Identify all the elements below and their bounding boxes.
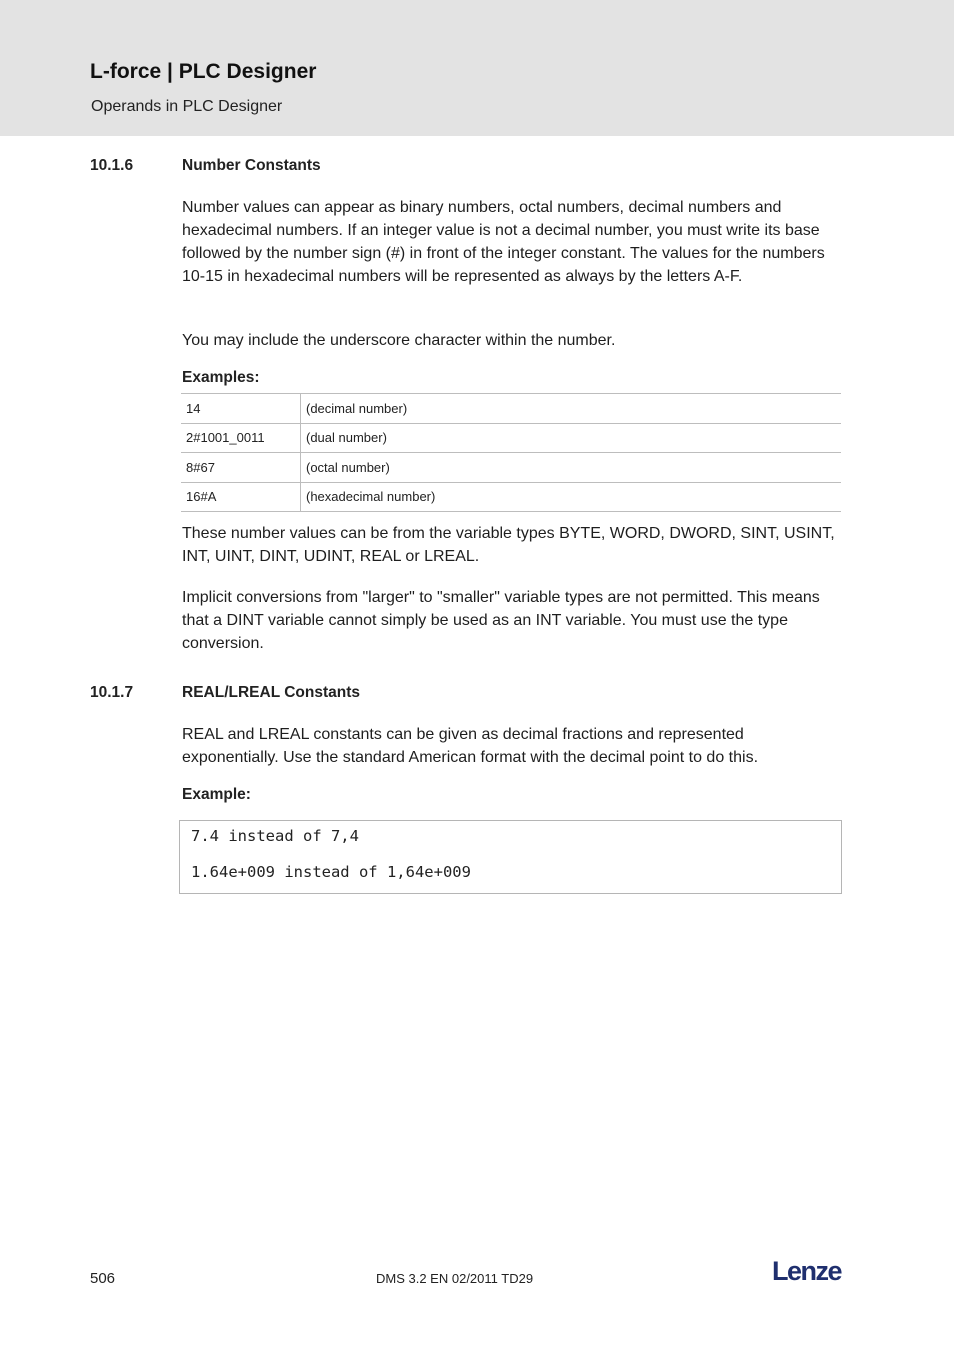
- table-row: [181, 482, 841, 512]
- section-title: Number Constants: [182, 157, 321, 174]
- table-cell-description: (decimal number): [301, 394, 842, 424]
- section-title: REAL/LREAL Constants: [182, 684, 360, 701]
- table-cell-value: 2#1001_0011: [181, 423, 301, 453]
- lenze-logo: Lenze: [772, 1256, 842, 1286]
- example-label: Example:: [182, 786, 251, 803]
- table-row: [181, 453, 841, 483]
- paragraph: You may include the underscore character within the number.: [182, 332, 616, 349]
- paragraph: REAL and LREAL constants can be given as decimal fractions and represented exponentially. Use the standard American format with the decimal point to do this.: [182, 726, 759, 766]
- section-number: 10.1.7: [90, 684, 134, 701]
- code-example-box: [179, 820, 842, 894]
- document-info: DMS 3.2 EN 02/2011 TD29: [376, 1271, 534, 1286]
- table-cell-value: 14: [181, 394, 301, 424]
- examples-label: Examples:: [182, 369, 260, 386]
- table-cell-value: 8#67: [181, 453, 301, 483]
- paragraph: Number values can appear as binary numbers, octal numbers, decimal numbers and hexadecimal numbers. If an integer value is not a decimal number, you must write its base followed by the number sign (#) in front of the integer constant. The values for the numbers 10-15 in hexadecimal numbers will be represented as always by the letters A-F.: [182, 199, 825, 285]
- table-cell-value: 16#A: [181, 482, 301, 512]
- paragraph: Implicit conversions from "larger" to "smaller" variable types are not permitted. This means that a DINT variable cannot simply be used as an INT variable. You must use the type conversion.: [182, 589, 820, 652]
- paragraph: These number values can be from the variable types BYTE, WORD, DWORD, SINT, USINT, INT, UINT, DINT, UDINT, REAL or LREAL.: [182, 525, 835, 565]
- code-line: 1.64e+009 instead of 1,64e+009: [191, 863, 471, 881]
- table-cell-description: (dual number): [301, 423, 842, 453]
- document-subtitle: Operands in PLC Designer: [91, 98, 283, 115]
- table-cell-description: (octal number): [301, 453, 842, 483]
- document-title: L-force | PLC Designer: [90, 60, 317, 83]
- section-number: 10.1.6: [90, 157, 134, 174]
- examples-table: [181, 393, 841, 512]
- code-line: 7.4 instead of 7,4: [191, 827, 359, 845]
- table-cell-description: (hexadecimal number): [301, 482, 842, 512]
- table-row: [181, 423, 841, 453]
- page-number: 506: [90, 1270, 116, 1287]
- table-row: [181, 394, 841, 424]
